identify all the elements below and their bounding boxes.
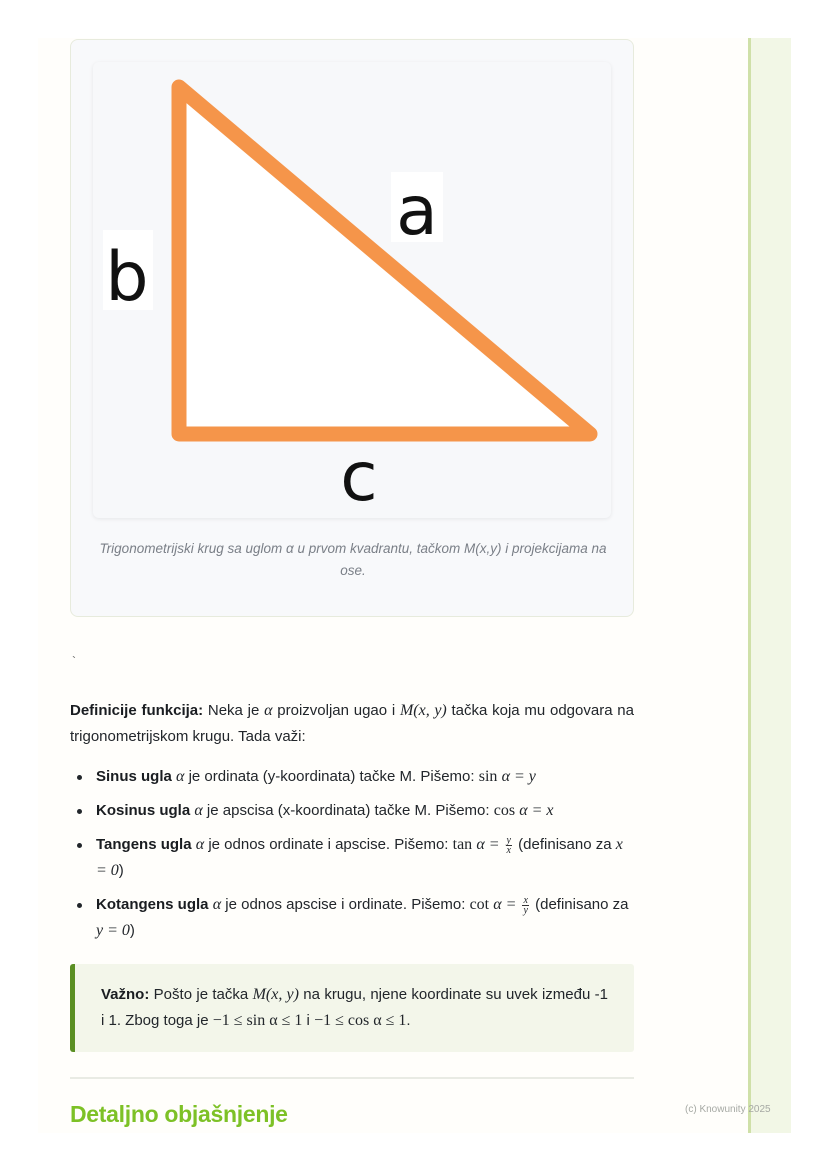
definition-paragraph: Definicije funkcija: Neka je α proizvoljan ugao i M(x, y) tačka koja mu odgovara na trigonometrijskom krugu. Tada važi: (70, 702, 634, 745)
important-note-callout: Važno: Pošto je tačka M(x, y) na krugu, njene koordinate su uvek između -1 i 1. Zbog toga je −1 ≤ sin α ≤ 1 i −1 ≤ cos α ≤ 1. (70, 964, 634, 1052)
sidebar-strip (748, 38, 791, 1133)
triangle-figure (93, 62, 611, 518)
right-triangle-diagram (93, 62, 611, 518)
fraction-y-over-x: $\frac{y}{x}$ (506, 834, 511, 856)
section-divider (70, 1077, 634, 1079)
function-list (70, 764, 634, 952)
fraction-x-over-y: $\frac{x}{y}$ (523, 894, 528, 916)
definition-label: Definicije funkcija: (70, 702, 204, 719)
list-item-sinus: Sinus ugla α je ordinata (y-koordinata) tačke M. Pišemo: sin α = y (70, 764, 634, 790)
list-item-tangens: Tangens ugla α je odnos ordinate i apscise. Pišemo: tan α = $\frac{y}{x}$ (definisano za x = 0) (70, 832, 634, 884)
list-item-kotangens: Kotangens ugla α je odnos apscise i ordinate. Pišemo: cot α = $\frac{x}{y}$ (definisano za y = 0) (70, 892, 634, 944)
section-heading: Detaljno objašnjenje (70, 1101, 288, 1127)
figure-caption: Trigonometrijski krug sa uglom α u prvom kvadrantu, tačkom M(x,y) i projekcijama na ose. (99, 541, 607, 578)
label-c: c (340, 438, 378, 517)
stray-backtick: ` (72, 654, 76, 668)
list-item-kosinus: Kosinus ugla α je apscisa (x-koordinata) tačke M. Pišemo: cos α = x (70, 798, 634, 824)
label-a: a (396, 172, 438, 251)
copyright-text: (c) Knowunity 2025 (685, 1104, 771, 1115)
figure-card (70, 39, 634, 617)
label-b: b (105, 238, 149, 317)
note-label: Važno: (101, 986, 150, 1003)
